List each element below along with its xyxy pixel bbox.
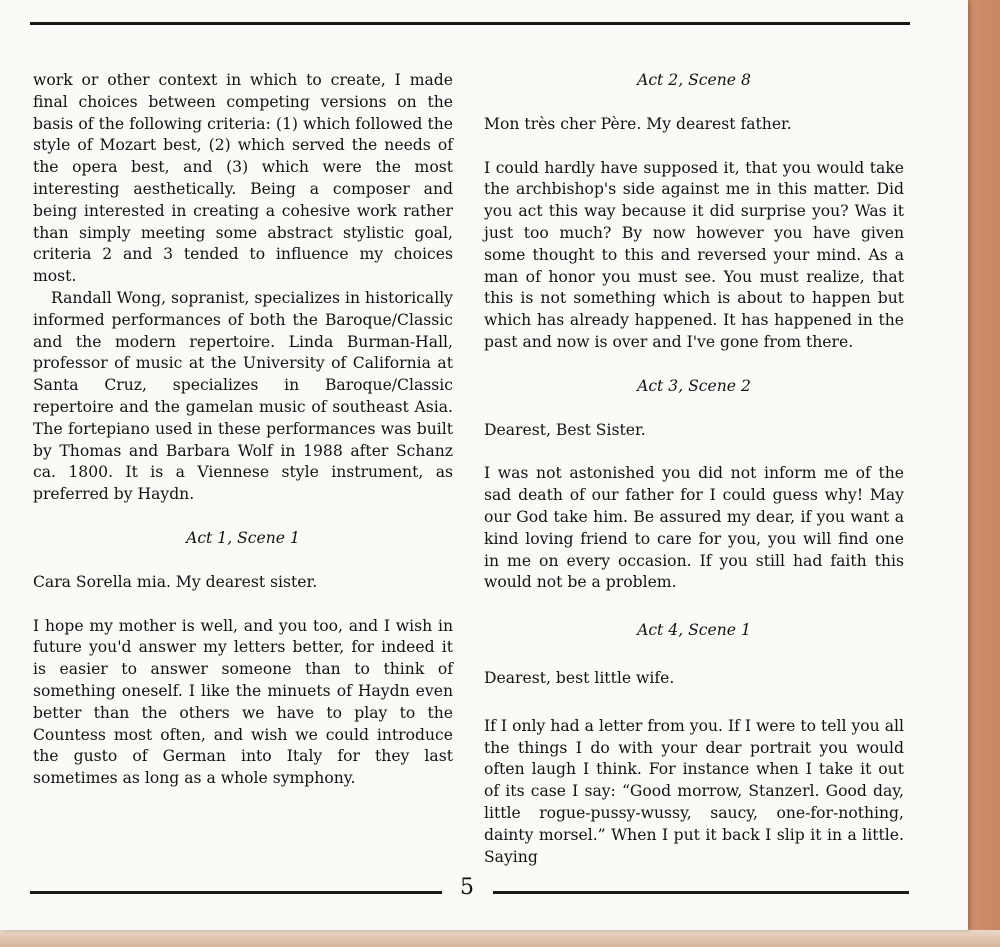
act3-salutation: Dearest, Best Sister.: [484, 420, 646, 439]
act1-letter: I hope my mother is well, and you too, and I wish in future you'd answer my letters better, for indeed it is easier to answer someone than to think of something oneself. I like the minuets of Haydn even better than the others we have to play to the Countess most often, and wish we could introduce the gusto of German into Italy for they last sometimes as long as a whole symphony.: [33, 616, 453, 788]
act2-heading: Act 2, Scene 8: [637, 71, 751, 89]
intro-paragraph: work or other context in which to create, I made final choices between competing versions on the basis of the following criteria: (1) which followed the style of Mozart best, (2) which served the needs of the opera best, and (3) which were the most interesting aesthetically. Being a composer and being interested in creating a cohesive work rather than simply meeting some abstract stylistic goal, criteria 2 and 3 tended to influence my choices most.: [33, 71, 453, 286]
act2-letter: I could hardly have supposed it, that you would take the archbishop's side against me in this matter. Did you act this way because it did surprise you? Was it just too much? By now however you have given some thought to this and reversed your mind. As a man of honor you must see. You must realize, that this is not something which is about to happen but which has already happened. It has happened in the past and now is over and I've gone from there.: [484, 158, 904, 351]
page-number: 5: [460, 875, 474, 900]
background-strip: [0, 930, 1000, 947]
act4-letter: If I only had a letter from you. If I were to tell you all the things I do with your dear portrait you would often laugh I think. For instance when I take it out of its case I say: “Good morrow, Stanzerl. Good day, little rogue-pussy-wussy, saucy, one-for-nothing, dainty morsel.” When I put it back I slip it in a little. Saying: [484, 716, 904, 866]
act4-salutation: Dearest, best little wife.: [484, 668, 675, 687]
act1-salutation: Cara Sorella mia. My dearest sister.: [33, 572, 318, 591]
footer-rule-left: [30, 891, 442, 894]
act3-letter: I was not astonished you did not inform me of the sad death of our father for I could guess why! May our God take him. Be assured my dear, if you want a kind loving friend to care for you, you will find one in me on every occasion. If you still had faith this would not be a problem.: [484, 464, 904, 592]
act3-heading: Act 3, Scene 2: [637, 376, 751, 395]
performers-paragraph: Randall Wong, sopranist, specializes in historically informed performances of both the Baroque/Classic and the modern repertoire. Linda Burman-Hall, professor of music at the University of California at Santa Cruz, specializes in Baroque/Classic repertoire and the gamelan music of southeast Asia. The fortepiano used in these performances was built by Thomas and Barbara Wolf in 1988 after Schanz ca. 1800. It is a Viennese style instrument, as preferred by Haydn.: [33, 288, 453, 504]
act4-heading: Act 4, Scene 1: [637, 621, 751, 640]
act1-heading: Act 1, Scene 1: [186, 528, 300, 547]
footer-rule-right: [493, 891, 909, 894]
right-column: [484, 70, 904, 868]
left-column: [33, 70, 453, 790]
act2-salutation: Mon très cher Père. My dearest father.: [484, 114, 792, 133]
top-rule: [30, 22, 910, 25]
